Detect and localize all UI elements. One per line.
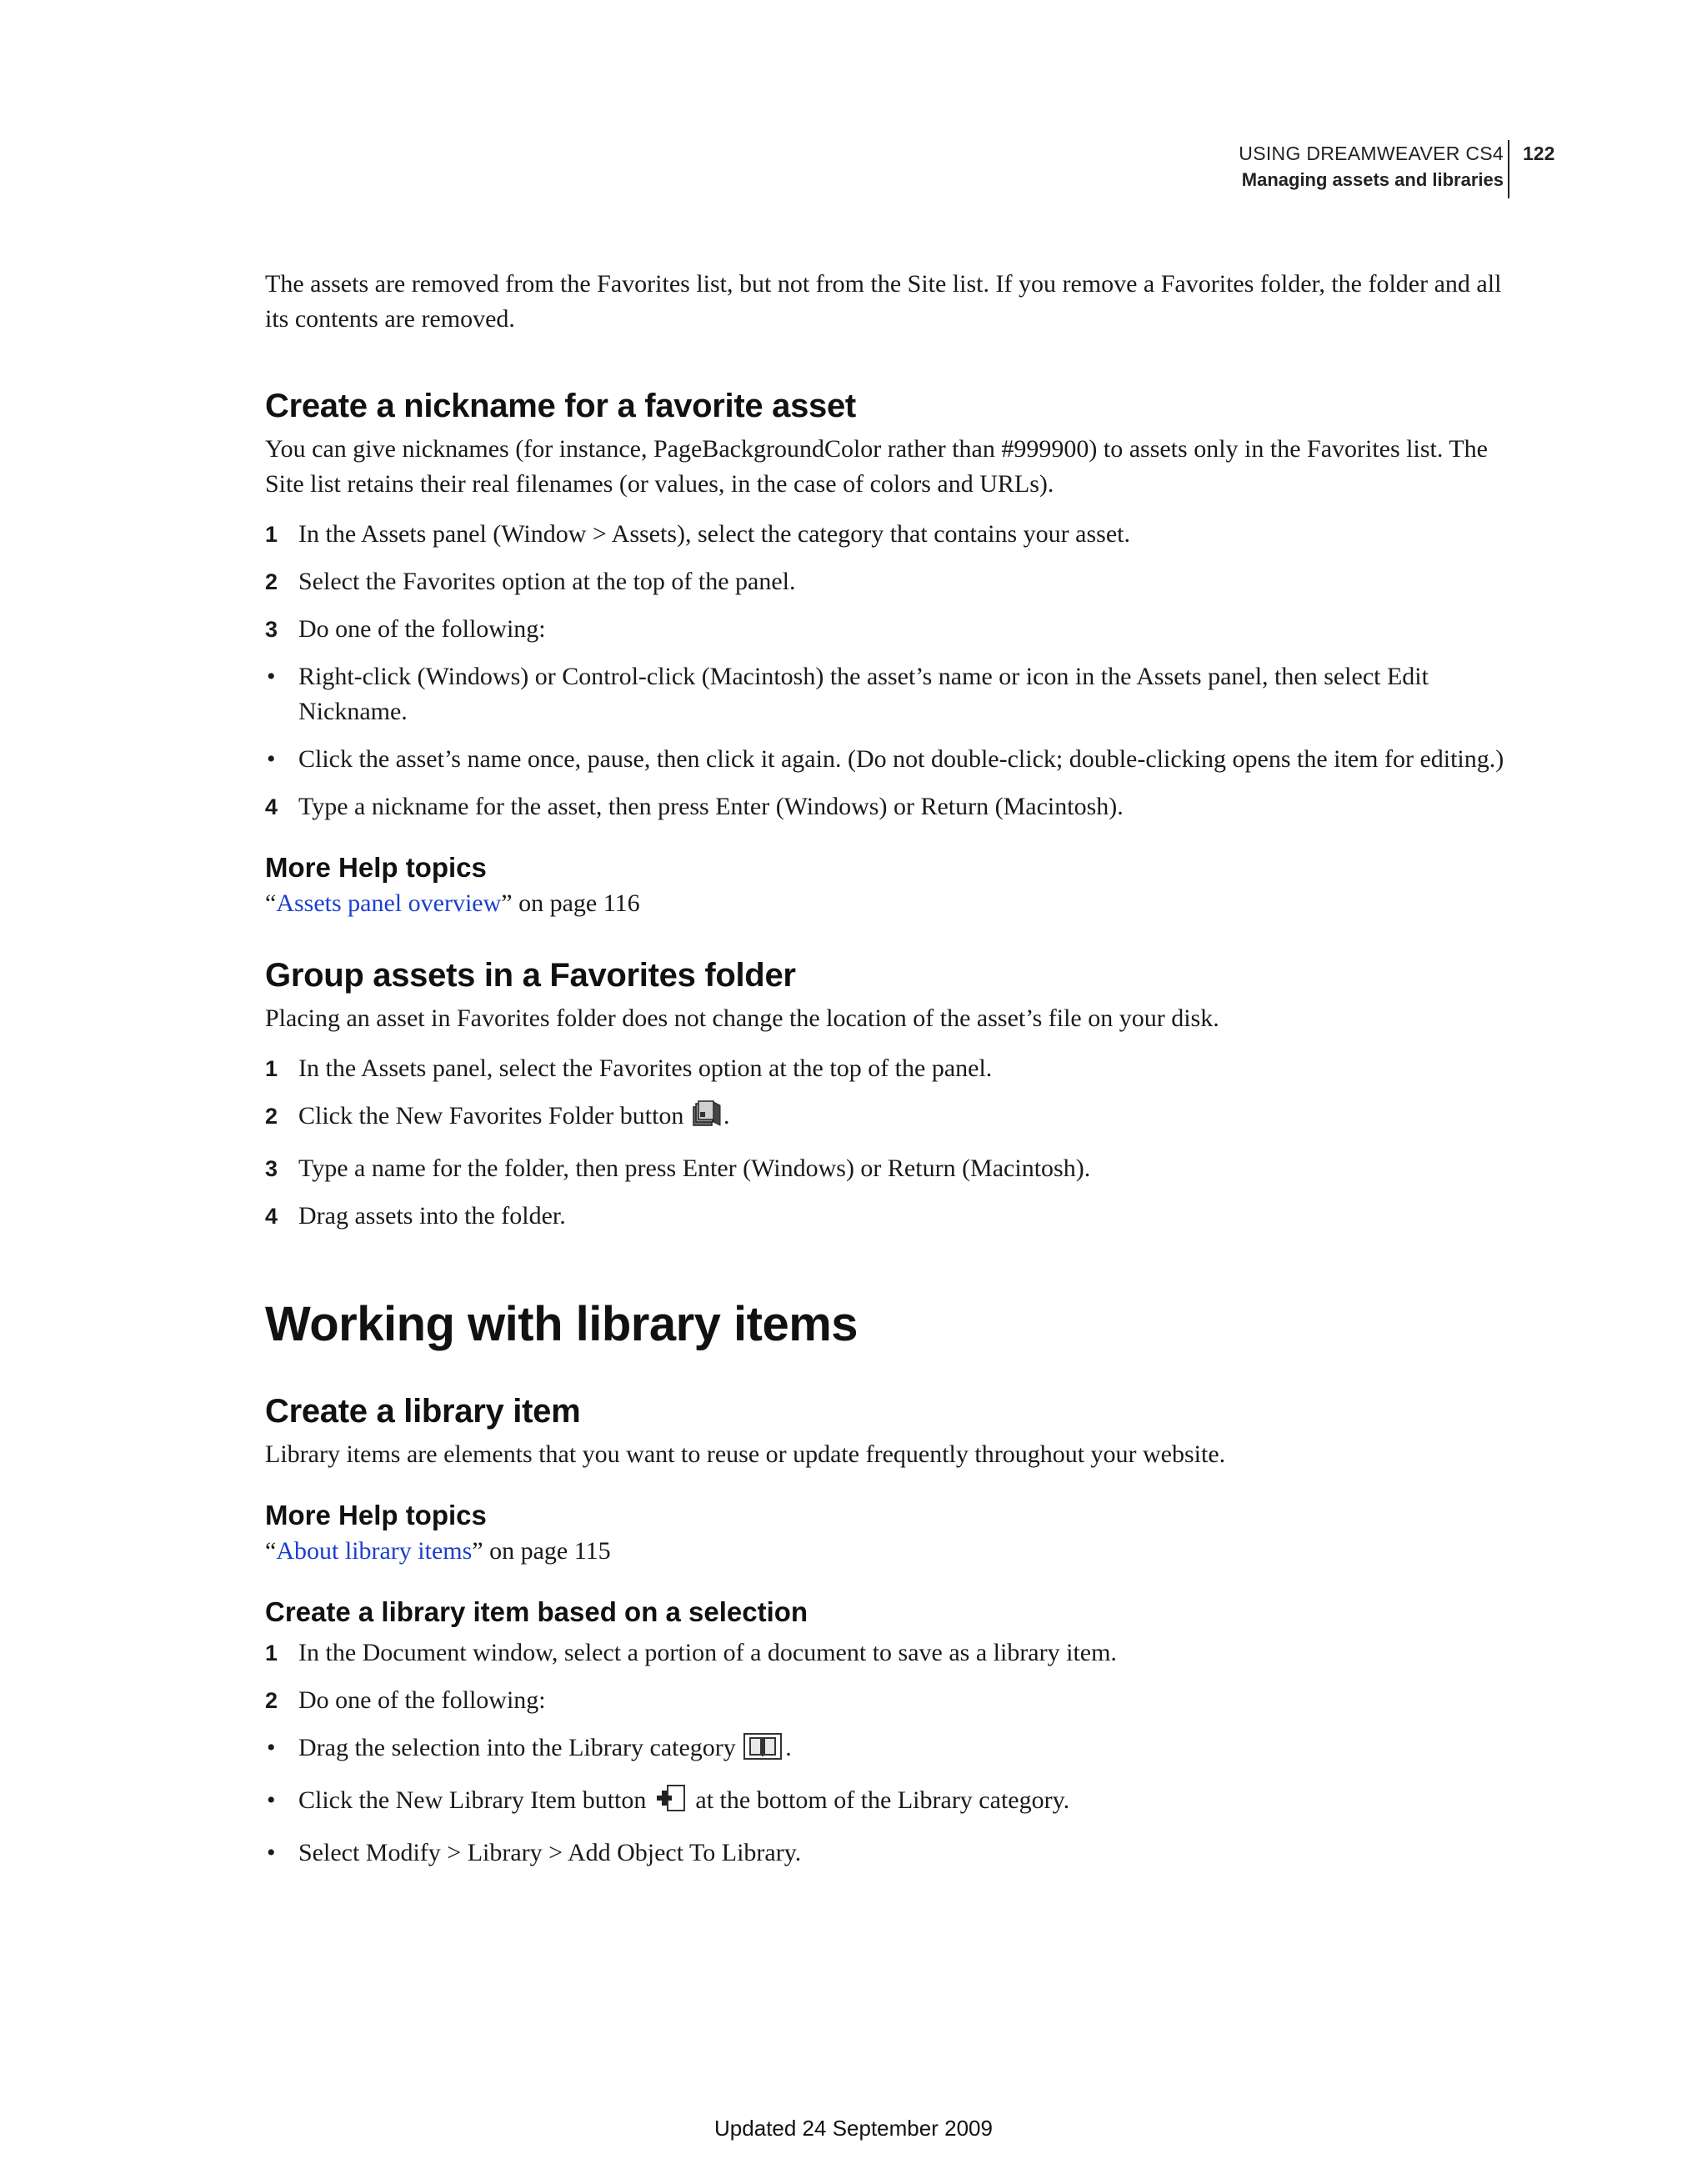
- step-number: 3: [265, 617, 278, 642]
- selection-heading: Create a library item based on a selection: [265, 1596, 808, 1627]
- more-help-heading: More Help topics: [265, 852, 487, 883]
- step-text-before: Click the New Favorites Folder button: [298, 1102, 690, 1130]
- step-text: Do one of the following:: [298, 615, 546, 643]
- link-page-ref: ” on page 115: [472, 1537, 611, 1565]
- nickname-step-4: [265, 789, 1509, 824]
- step-text: Type a name for the folder, then press Enter (Windows) or Return (Macintosh).: [298, 1155, 1091, 1182]
- open-quote: “: [265, 1537, 277, 1565]
- doc-title: USING DREAMWEAVER CS4: [1239, 143, 1504, 164]
- step-text: Type a nickname for the asset, then press Enter (Windows) or Return (Macintosh).: [298, 793, 1124, 820]
- step-number: 1: [265, 1641, 278, 1666]
- bullet-text-before: Click the New Library Item button: [298, 1786, 653, 1814]
- create-library-body: Library items are elements that you want to reuse or update frequently throughout your website.: [265, 1440, 1226, 1468]
- assets-panel-overview-link[interactable]: Assets panel overview: [276, 889, 502, 917]
- create-library-heading: Create a library item: [265, 1393, 581, 1430]
- step-number: 2: [265, 1104, 278, 1129]
- group-step-4: [265, 1199, 1509, 1234]
- header-divider: [1508, 140, 1509, 198]
- step-number: 4: [265, 794, 278, 819]
- about-library-items-link[interactable]: About library items: [276, 1537, 473, 1565]
- step-text: In the Assets panel, select the Favorites option at the top of the panel.: [298, 1054, 993, 1082]
- new-favorites-folder-icon: [692, 1100, 722, 1139]
- group-step-1: [265, 1051, 1509, 1086]
- nickname-step-3: [265, 612, 1509, 647]
- step-number: 1: [265, 522, 278, 547]
- step-number: 1: [265, 1056, 278, 1081]
- library-category-icon: [743, 1732, 783, 1771]
- bullet-text: Select Modify > Library > Add Object To Library.: [298, 1839, 802, 1866]
- step-number: 4: [265, 1204, 278, 1229]
- nickname-bullet-2: [265, 742, 1509, 777]
- group-step-3: [265, 1151, 1509, 1186]
- footer-updated-date: Updated 24 September 2009: [714, 2116, 993, 2141]
- library-step-2: [265, 1683, 1509, 1718]
- bullet-marker: •: [267, 1734, 276, 1761]
- library-step-1: [265, 1635, 1509, 1671]
- intro-paragraph: The assets are removed from the Favorites list, but not from the Site list. If you remove a Favorites folder, the folder and all its contents are removed.: [265, 270, 1502, 333]
- bullet-text-before: Drag the selection into the Library category: [298, 1734, 743, 1761]
- new-library-item-icon: [654, 1783, 688, 1823]
- step-number: 2: [265, 1688, 278, 1713]
- library-main-heading: Working with library items: [265, 1297, 859, 1351]
- nickname-step-2: [265, 564, 1509, 599]
- step-number: 2: [265, 569, 278, 594]
- library-bullet-3: [265, 1836, 1509, 1871]
- bullet-marker: •: [267, 1786, 276, 1814]
- group-step-2: [265, 1099, 1509, 1139]
- step-number: 3: [265, 1156, 278, 1181]
- running-header: [0, 140, 1707, 198]
- step-text: In the Assets panel (Window > Assets), select the category that contains your asset.: [298, 520, 1130, 548]
- step-text-after: .: [723, 1102, 730, 1130]
- group-heading: Group assets in a Favorites folder: [265, 957, 796, 994]
- step-text: Do one of the following:: [298, 1686, 546, 1714]
- bullet-text-after: .: [785, 1734, 792, 1761]
- help-link-line: [265, 886, 1509, 921]
- library-bullet-2: [265, 1783, 1509, 1823]
- bullet-text-after: at the bottom of the Library category.: [688, 1786, 1070, 1814]
- nickname-heading: Create a nickname for a favorite asset: [265, 388, 856, 424]
- open-quote: “: [265, 889, 277, 917]
- link-page-ref: ” on page 116: [501, 889, 640, 917]
- nickname-body: You can give nicknames (for instance, PageBackgroundColor rather than #999900) to assets only in the Favorites list. The Site list retains their real filenames (or values, in the case of colors and URLs).: [265, 435, 1488, 498]
- bullet-marker: •: [267, 1839, 276, 1866]
- header-text: [1239, 140, 1504, 193]
- step-text: Select the Favorites option at the top of the panel.: [298, 568, 796, 595]
- page-number: 122: [1523, 143, 1555, 164]
- nickname-step-1: [265, 517, 1509, 552]
- bullet-text: Right-click (Windows) or Control-click (Macintosh) the asset’s name or icon in the Assets panel, then select Edit Nickname.: [298, 663, 1429, 725]
- nickname-bullet-1: [265, 659, 1509, 729]
- bullet-text: Click the asset’s name once, pause, then click it again. (Do not double-click; double-clicking opens the item for editing.): [298, 745, 1504, 773]
- bullet-marker: •: [267, 663, 276, 690]
- library-bullet-1: [265, 1731, 1509, 1771]
- chapter-title: Managing assets and libraries: [1241, 169, 1504, 190]
- bullet-marker: •: [267, 745, 276, 773]
- help-link-line-2: [265, 1534, 1509, 1569]
- more-help-heading-2: More Help topics: [265, 1500, 487, 1530]
- step-text: Drag assets into the folder.: [298, 1202, 566, 1230]
- page-content: [265, 267, 1509, 1871]
- step-text: In the Document window, select a portion of a document to save as a library item.: [298, 1639, 1117, 1666]
- group-body: Placing an asset in Favorites folder does not change the location of the asset’s file on your disk.: [265, 1004, 1219, 1032]
